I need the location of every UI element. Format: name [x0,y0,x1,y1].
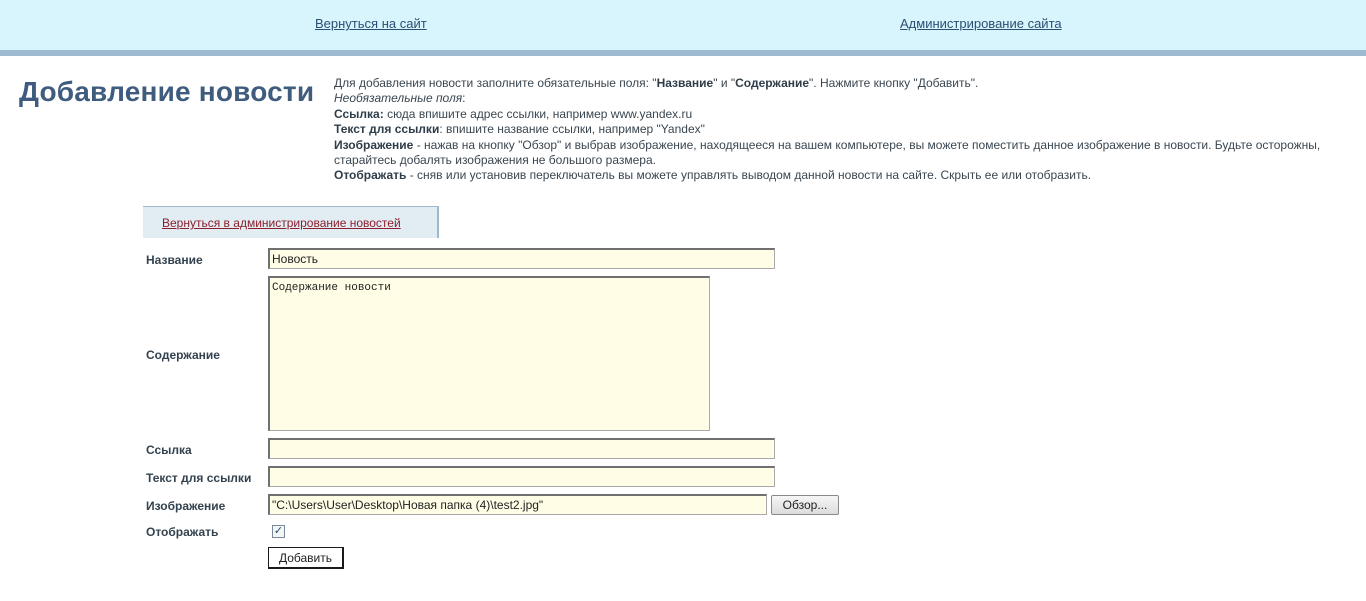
page-title: Добавление новости [19,76,315,107]
content-label: Содержание [146,348,220,362]
help-linktext-line: Текст для ссылки: впишите название ссылки, например "Yandex" [334,122,705,137]
help-optional-heading: Необязательные поля: [334,91,466,106]
back-to-news-admin-link[interactable]: Вернуться в администрирование новостей [162,216,401,230]
link-text-input[interactable] [268,466,775,487]
link-label: Ссылка [146,443,192,457]
image-path-input[interactable] [268,494,767,515]
link-text-label: Текст для ссылки [146,471,252,485]
name-input[interactable] [268,248,775,269]
add-button[interactable]: Добавить [268,547,344,569]
back-to-site-link[interactable]: Вернуться на сайт [315,16,427,31]
help-link-line: Ссылка: сюда впишите адрес ссылки, например www.yandex.ru [334,106,693,121]
help-image-line: Изображение - нажав на кнопку "Обзор" и выбрав изображение, находящееся на вашем компьютере, вы можете поместить данное изображение в новости. Будьте осторожны, старайтесь добалять изображения не большого размера. [334,137,1321,168]
content-textarea[interactable] [268,276,710,431]
image-label: Изображение [146,499,226,513]
link-input[interactable] [268,438,775,459]
name-label: Название [146,253,203,267]
help-required-line: Для добавления новости заполните обязательные поля: "Название" и "Содержание". Нажмите кнопку "Добавить". [334,76,979,90]
browse-button[interactable]: Обзор... [771,495,839,515]
display-label: Отображать [146,525,219,539]
display-checkbox[interactable]: ✓ [273,525,284,537]
site-admin-link[interactable]: Администрирование сайта [900,16,1062,31]
top-navigation-bar [0,0,1366,56]
help-display-line: Отображать - сняв или установив переключатель вы можете управлять выводом данной новости на сайте. Скрыть ее или отобразить. [334,168,1092,183]
help-text [334,76,1349,184]
back-to-news-admin-box [143,206,439,238]
